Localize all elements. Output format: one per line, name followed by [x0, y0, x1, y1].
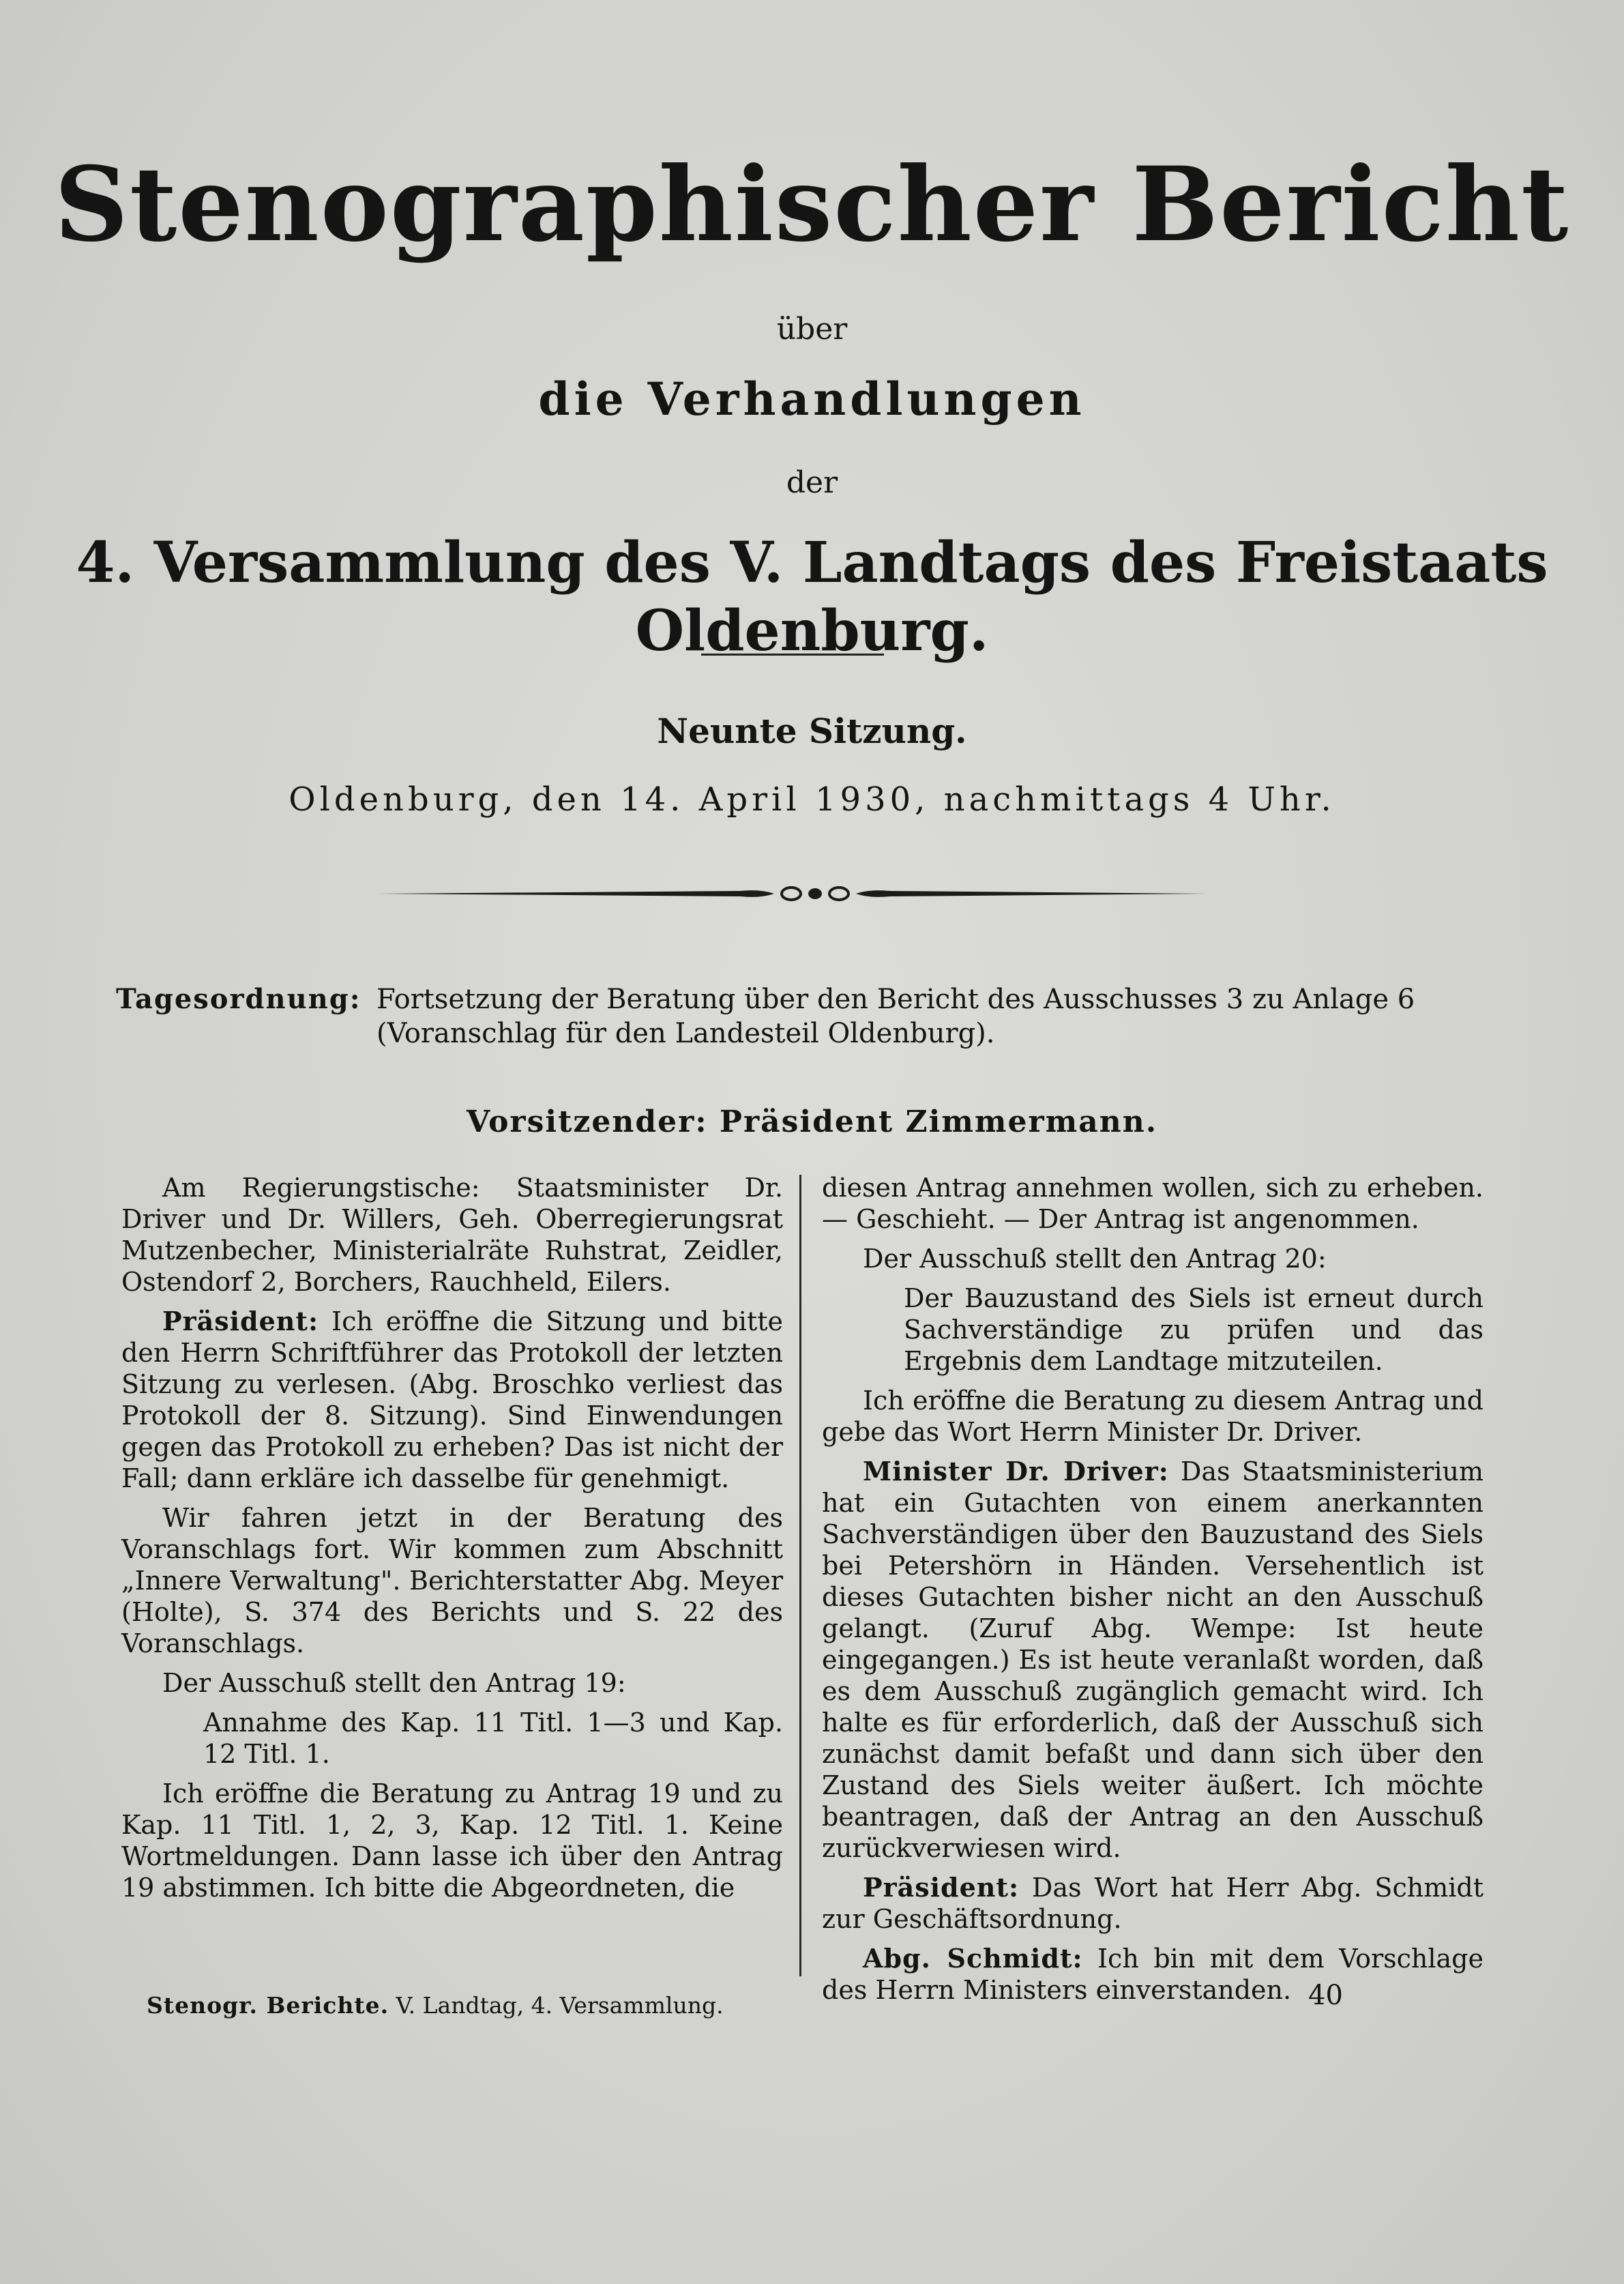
motion-heading: Der Ausschuß stellt den Antrag 20:: [863, 1244, 1327, 1274]
speaker-label: Präsident:: [863, 1872, 1020, 1903]
agenda-text: Fortsetzung der Beratung über den Bericht des Ausschusses 3 zu Anlage 6 (Voranschlag für den Landesteil Oldenburg).: [377, 984, 1415, 1049]
document-title: Stenographischer Bericht: [54, 145, 1570, 265]
vote-result-paragraph: diesen Antrag annehmen wollen, sich zu erheben. — Geschieht. — Der Antrag ist angenommen.: [822, 1173, 1483, 1234]
minister-speech-paragraph: [822, 1456, 1483, 1864]
continuation-paragraph: Wir fahren jetzt in der Beratung des Voranschlags fort. Wir kommen zum Abschnitt „Innere Verwaltung". Berichterstatter Abg. Meyer (Holte), S. 374 des Berichts und S. 22 des Voranschlags.: [121, 1503, 783, 1658]
assembly-heading: 4. Versammlung des V. Landtags des Freistaats Oldenburg.: [76, 530, 1548, 664]
president-paragraph: [822, 1872, 1483, 1935]
president-opening-paragraph: [121, 1306, 783, 1494]
speech-text: Das Staatsministerium hat ein Gutachten von einem anerkannten Sachverständigen über den Bauzustand des Siels bei Petershörn in Händen. Versehentlich ist dieses Gutachten bisher nicht an den Ausschuß gelangt. (Zuruf Abg. Wempe: Ist heute eingegangen.) Es ist heute veranlaßt worden, daß es dem Ausschuß zugänglich gemacht wird. Ich halte es für erforderlich, daß der Ausschuß sich zunächst damit befaßt und dann sich über den Zustand des Siels weiter äußert. Ich möchte beantragen, daß der Antrag an den Ausschuß zurückverwiesen wird.: [822, 1456, 1483, 1863]
speaker-label: Präsident:: [162, 1306, 319, 1336]
right-column: [822, 1172, 1483, 2014]
subtitle-verhandlungen: die Verhandlungen: [538, 372, 1086, 426]
dateline: Oldenburg, den 14. April 1930, nachmittags 4 Uhr.: [289, 780, 1335, 819]
page-number: 40: [1308, 1980, 1343, 2011]
footer-source-bold: Stenogr. Berichte.: [147, 1992, 389, 2019]
speaker-label: Minister Dr. Driver:: [863, 1456, 1169, 1487]
subtitle-der: der: [786, 465, 838, 500]
vote-paragraph: Ich eröffne die Beratung zu Antrag 19 und zu Kap. 11 Titl. 1, 2, 3, Kap. 12 Titl. 1. Keine Wortmeldungen. Dann lasse ich über den Antrag 19 abstimmen. Ich bitte die Abgeordneten, die: [121, 1778, 783, 1903]
subtitle-ueber: über: [776, 312, 848, 347]
speech-text: Das Wort hat Herr Abg. Schmidt zur Geschäftsordnung.: [822, 1873, 1483, 1934]
speech-text: Ich eröffne die Sitzung und bitte den Herrn Schriftführer das Protokoll der letzten Sitzung zu verlesen. (Abg. Broschko verliest das Protokoll der 8. Sitzung). Sind Einwendungen gegen das Protokoll zu erheben? Das ist nicht der Fall; dann erkläre ich dasselbe für genehmigt.: [121, 1306, 783, 1493]
footer-source-rest: V. Landtag, 4. Versammlung.: [389, 1992, 724, 2019]
speaker-label: Abg. Schmidt:: [863, 1943, 1083, 1974]
short-divider: [701, 654, 884, 656]
motion-text: Annahme des Kap. 11 Titl. 1—3 und Kap. 12 Titl. 1.: [203, 1708, 783, 1769]
session-title: Neunte Sitzung.: [657, 711, 967, 751]
speech-text: Ich bin mit dem Vorschlage des Herrn Ministers einverstanden.: [822, 1944, 1483, 2005]
motion-text: Der Bauzustand des Siels ist erneut durch Sachverständige zu prüfen und das Ergebnis dem Landtage mitzuteilen.: [904, 1283, 1483, 1376]
debate-opening-paragraph: Ich eröffne die Beratung zu diesem Antrag und gebe das Wort Herrn Minister Dr. Driver.: [822, 1386, 1483, 1447]
chair-line: Vorsitzender: Präsident Zimmermann.: [466, 1104, 1158, 1139]
left-column: [121, 1172, 783, 1912]
footer-source: [147, 1991, 724, 2021]
schmidt-paragraph: [822, 1943, 1483, 2006]
column-divider: [799, 1175, 801, 1976]
motion-heading: Der Ausschuß stellt den Antrag 19:: [162, 1668, 626, 1698]
ornament-divider: [379, 877, 1207, 911]
agenda-label: Tagesordnung:: [116, 983, 361, 1015]
attendees-paragraph: Am Regierungstische: Staatsminister Dr. Driver und Dr. Willers, Geh. Oberregierungsrat Mutzenbecher, Ministerialräte Ruhstrat, Zeidler, Ostendorf 2, Borchers, Rauchheld, Eilers.: [121, 1173, 783, 1297]
